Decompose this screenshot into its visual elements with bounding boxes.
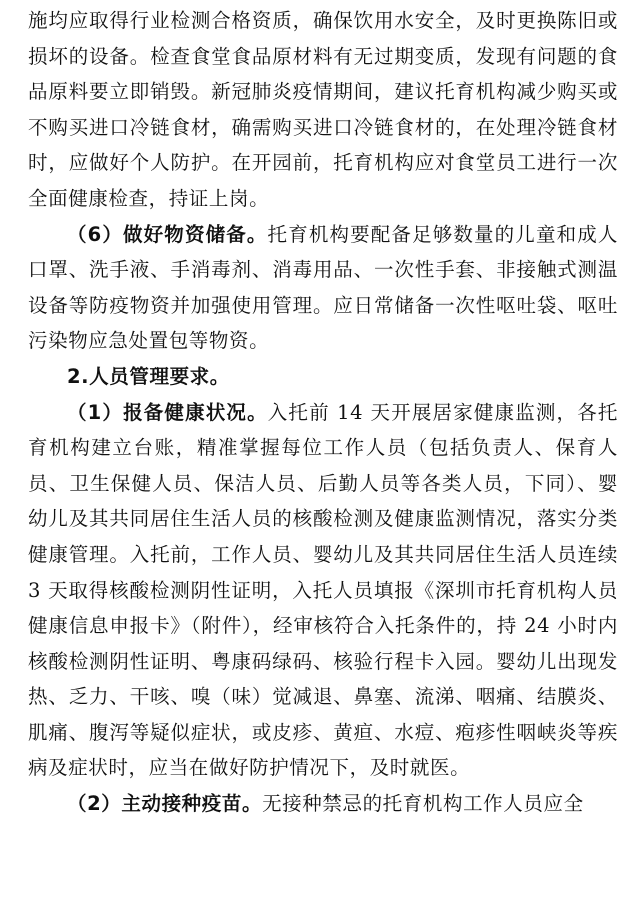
paragraph-health-report	[28, 395, 618, 787]
document-page	[28, 0, 618, 822]
paragraph-supplies-body: 托育机构要配备足够数量的儿童和成人口罩、洗手液、手消毒剂、消毒用品、一次性手套、非接触式测温设备等防疫物资并加强使用管理。应日常储备一次性呕吐袋、呕吐污染物应急处置包等物资。	[28, 222, 618, 353]
paragraph-supplies	[28, 217, 618, 359]
heading-supplies: （6）做好物资储备。	[67, 222, 268, 246]
section-heading-personnel	[28, 359, 618, 395]
paragraph-canteen-safety: 施均应取得行业检测合格资质，确保饮用水安全，及时更换陈旧或损坏的设备。检查食堂食品原材料有无过期变质，发现有问题的食品原料要立即销毁。新冠肺炎疫情期间，建议托育机构减少购买或不购买进口冷链食材，确需购买进口冷链食材的，在处理冷链食材时，应做好个人防护。在开园前，托育机构应对食堂员工进行一次全面健康检查，持证上岗。	[28, 9, 618, 210]
heading-health-report: （1）报备健康状况。	[67, 400, 268, 424]
paragraph-vaccination	[28, 786, 618, 822]
paragraph-vaccination-body: 无接种禁忌的托育机构工作人员应全	[262, 792, 584, 816]
section-heading-personnel-text: 2.人员管理要求。	[67, 364, 230, 388]
paragraph-health-report-body: 入托前 14 天开展居家健康监测，各托育机构建立台账，精准掌握每位工作人员（包括负责人、保育人员、卫生保健人员、保洁人员、后勤人员等各类人员，下同）、婴幼儿及其共同居住生活人员的核酸检测及健康监测情况，落实分类健康管理。入托前，工作人员、婴幼儿及其共同居住生活人员连续 3 天取得核酸检测阴性证明，入托人员填报《深圳市托育机构人员健康信息申报卡》（附件），经审核符合入托条件的，持 24 小时内核酸检测阴性证明、粤康码绿码、核验行程卡入园。婴幼儿出现发热、乏力、干咳、嗅（味）觉减退、鼻塞、流涕、咽痛、结膜炎、肌痛、腹泻等疑似症状，或皮疹、黄疸、水痘、疱疹性咽峡炎等疾病及症状时，应当在做好防护情况下，及时就医。	[28, 400, 618, 780]
heading-vaccination: （2）主动接种疫苗。	[67, 792, 263, 816]
